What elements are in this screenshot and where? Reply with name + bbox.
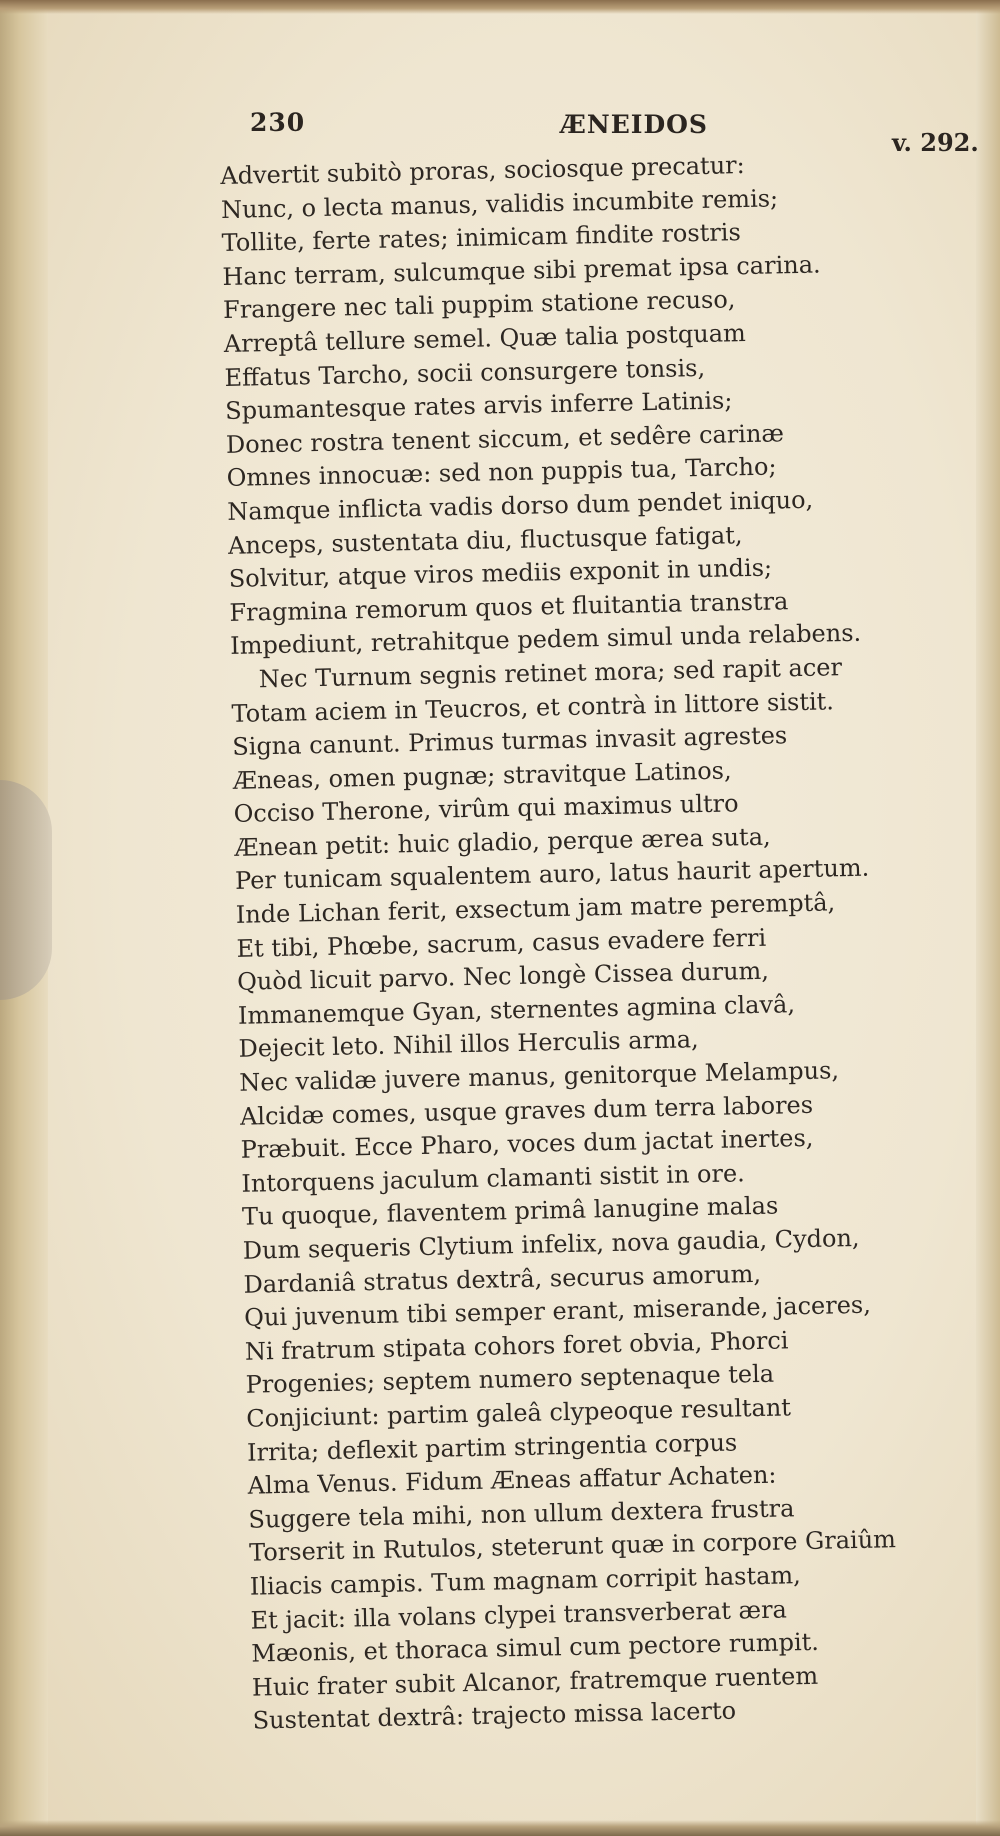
verse-line: Mæonis, et thoraca simul cum pectore rumpit. [250, 1627, 820, 1668]
verse-line: Et tibi, Phœbe, sacrum, casus evadere ferri [236, 923, 767, 963]
verse-line: Dum sequeris Clytium infelix, nova gaudia, Cydon, [242, 1223, 860, 1265]
verse-line: Irrita; deflexit partim stringentia corpus [246, 1428, 738, 1467]
verse-line: Hanc terram, sulcumque sibi premat ipsa carina. [222, 250, 821, 291]
page-edge-bottom [0, 1820, 1000, 1836]
verse-line: Dejecit leto. Nihil illos Herculis arma, [238, 1025, 699, 1064]
verse-line: Inde Lichan ferit, exsectum jam matre peremptâ, [235, 888, 836, 929]
verse-line: Alma Venus. Fidum Æneas affatur Achaten: [247, 1460, 777, 1500]
verse-reference: v. 292. [892, 128, 979, 157]
verse-line: Conjiciunt: partim galeâ clypeoque resultant [246, 1393, 792, 1433]
verse-line: Huic frater subit Alcanor, fratremque ruentem [251, 1661, 819, 1702]
verse-line: Tu quoque, flaventem primâ lanugine malas [241, 1191, 779, 1232]
verse-line: Quòd licuit parvo. Nec longè Cissea durum, [236, 956, 770, 997]
verse-line: Sustentat dextrâ: trajecto missa lacerto [252, 1696, 737, 1735]
clip-shadow [0, 780, 52, 1000]
verse-line: Qui juvenum tibi semper erant, miserande, jaceres, [243, 1290, 872, 1332]
verse-line: Progenies; septem numero septenaque tela [245, 1360, 775, 1400]
verse-line: Signa canunt. Primus turmas invasit agrestes [232, 721, 788, 761]
verse-line: Præbuit. Ecce Pharo, voces dum jactat inertes, [240, 1124, 814, 1164]
page-number: 230 [250, 108, 306, 137]
verse-line: Tollite, ferte rates; inimicam findite rostris [221, 218, 742, 258]
verse-text-block [220, 144, 1000, 1738]
verse-line: Dardaniâ stratus dextrâ, securus amorum, [243, 1259, 762, 1299]
verse-line: Impediunt, retrahitque pedem simul unda relabens. [229, 618, 862, 661]
verse-line: Fragmina remorum quos et fluitantia transtra [229, 586, 789, 627]
verse-line: Iliacis campis. Tum magnam corripit hastam, [249, 1561, 802, 1601]
verse-line: Per tunicam squalentem auro, latus haurit apertum. [234, 854, 870, 896]
verse-line: Immanemque Gyan, sternentes agmina clavâ, [237, 989, 796, 1030]
verse-line: Arreptâ tellure semel. Quæ talia postquam [223, 318, 747, 358]
verse-line: Omnes innocuæ: sed non puppis tua, Tarcho; [226, 452, 777, 493]
verse-line: Intorquens jaculum clamanti sistit in ore. [241, 1159, 746, 1198]
verse-line: Torserit in Rutulos, steterunt quæ in corpore Graiûm [248, 1525, 897, 1568]
verse-line: Ni fratrum stipata cohors foret obvia, Phorci [244, 1326, 789, 1366]
verse-line: Nunc, o lecta manus, validis incumbite remis; [220, 183, 779, 224]
verse-line: Namque inflicta vadis dorso dum pendet iniquo, [227, 485, 814, 526]
verse-line: Anceps, sustentata diu, fluctusque fatigat, [227, 520, 743, 560]
verse-line: Nec Turnum segnis retinet mora; sed rapit acer [258, 652, 843, 694]
verse-line: Advertit subitò proras, sociosque precatur: [220, 151, 745, 190]
running-header [0, 108, 1000, 157]
verse-line: Donec rostra tenent siccum, et sedêre carinæ [225, 419, 785, 459]
verse-line: Occiso Therone, virûm qui maximus ultro [233, 789, 739, 829]
verse-line: Solvitur, atque viros mediis exponit in undis; [228, 553, 773, 594]
verse-line: Æneas, omen pugnæ; stravitque Latinos, [232, 756, 732, 795]
running-title: ÆNEIDOS [560, 110, 708, 139]
verse-line: Ænean petit: huic gladio, perque ærea suta, [234, 822, 771, 862]
verse-line: Nec validæ juvere manus, genitorque Melampus, [239, 1056, 840, 1097]
verse-line: Spumantesque rates arvis inferre Latinis; [224, 386, 733, 426]
verse-line: Frangere nec tali puppim statione recuso, [222, 285, 736, 325]
verse-line: Et jacit: illa volans clypei transverberat æra [250, 1594, 788, 1635]
verse-line: Alcidæ comes, usque graves dum terra labores [239, 1090, 814, 1131]
verse-line: Suggere tela mihi, non ullum dextera frustra [248, 1494, 795, 1534]
verse-line: Totam aciem in Teucros, et contrà in littore sistit. [231, 686, 835, 728]
page-edge-top [0, 0, 1000, 14]
verse-line: Effatus Tarcho, socii consurgere tonsis, [224, 353, 706, 392]
